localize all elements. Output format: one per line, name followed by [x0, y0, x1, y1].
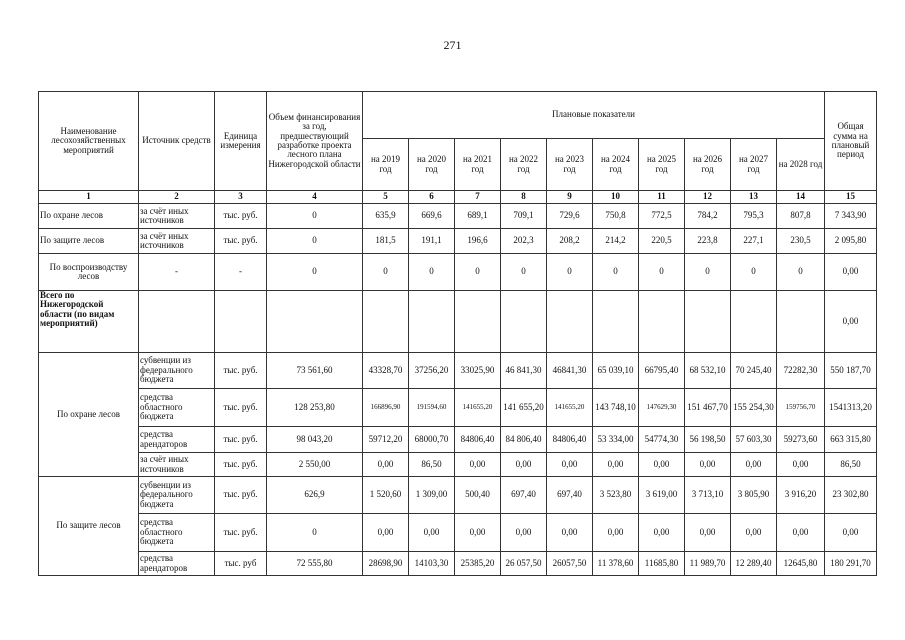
header-activity-name: Наименование лесохозяйственных мероприятий [39, 92, 139, 191]
year-value: 155 254,30 [731, 389, 777, 427]
year-value: 0,00 [731, 453, 777, 477]
empty-cell [685, 291, 731, 353]
base-year-value: 0 [267, 229, 363, 254]
funding-source: за счёт иных источников [139, 204, 215, 229]
header-funding-source: Источник средств [139, 92, 215, 191]
year-value: 0,00 [639, 514, 685, 552]
unit: - [215, 254, 267, 291]
table-row [39, 204, 877, 229]
base-year-value: 2 550,00 [267, 453, 363, 477]
base-year-value: 0 [267, 514, 363, 552]
year-value: 0,00 [777, 453, 825, 477]
year-value: 33025,90 [455, 353, 501, 389]
header-year-2024: на 2024 год [593, 139, 639, 191]
year-value: 750,8 [593, 204, 639, 229]
year-value: 147629,30 [639, 389, 685, 427]
column-number: 11 [639, 191, 685, 204]
unit: тыс. руб. [215, 514, 267, 552]
funding-source: средства областного бюджета [139, 514, 215, 552]
base-year-value: 128 253,80 [267, 389, 363, 427]
column-number: 5 [363, 191, 409, 204]
year-value: 68000,70 [409, 427, 455, 453]
year-value: 220,5 [639, 229, 685, 254]
empty-cell [639, 291, 685, 353]
year-value: 0,00 [501, 514, 547, 552]
total-value: 180 291,70 [825, 552, 877, 576]
year-value: 11 989,70 [685, 552, 731, 576]
year-value: 697,40 [547, 477, 593, 514]
unit: тыс. руб. [215, 204, 267, 229]
empty-cell [777, 291, 825, 353]
year-value: 0,00 [731, 514, 777, 552]
year-value: 0,00 [455, 453, 501, 477]
base-year-value: 73 561,60 [267, 353, 363, 389]
year-value: 0,00 [593, 453, 639, 477]
header-year-2025: на 2025 год [639, 139, 685, 191]
unit: тыс. руб [215, 552, 267, 576]
year-value: 0 [777, 254, 825, 291]
year-value: 214,2 [593, 229, 639, 254]
base-year-value: 626,9 [267, 477, 363, 514]
year-value: 0,00 [593, 514, 639, 552]
total-value: 0,00 [825, 254, 877, 291]
column-number: 15 [825, 191, 877, 204]
total-value: 2 095,80 [825, 229, 877, 254]
column-number: 3 [215, 191, 267, 204]
year-value: 0 [363, 254, 409, 291]
year-value: 0,00 [639, 453, 685, 477]
table-row [39, 427, 877, 453]
year-value: 697,40 [501, 477, 547, 514]
year-value: 0 [731, 254, 777, 291]
year-value: 11685,80 [639, 552, 685, 576]
header-year-2023: на 2023 год [547, 139, 593, 191]
unit: тыс. руб. [215, 427, 267, 453]
table-row [39, 552, 877, 576]
group-name: По охране лесов [39, 353, 139, 477]
year-value: 500,40 [455, 477, 501, 514]
year-value: 141655,20 [547, 389, 593, 427]
funding-source: за счёт иных источников [139, 453, 215, 477]
base-year-value: 72 555,80 [267, 552, 363, 576]
year-value: 181,5 [363, 229, 409, 254]
year-value: 28698,90 [363, 552, 409, 576]
column-number: 2 [139, 191, 215, 204]
year-value: 807,8 [777, 204, 825, 229]
year-value: 0 [593, 254, 639, 291]
summary-label: Всего по Нижегородской области (по видам мероприятий) [39, 291, 139, 353]
year-value: 0 [639, 254, 685, 291]
year-value: 0,00 [363, 453, 409, 477]
table-row [39, 514, 877, 552]
column-number: 12 [685, 191, 731, 204]
year-value: 141 655,20 [501, 389, 547, 427]
year-value: 0 [501, 254, 547, 291]
empty-cell [731, 291, 777, 353]
page-number: 271 [443, 38, 462, 52]
empty-cell [409, 291, 455, 353]
column-number: 13 [731, 191, 777, 204]
table-row [39, 453, 877, 477]
year-value: 70 245,40 [731, 353, 777, 389]
year-value: 689,1 [455, 204, 501, 229]
total-value: 23 302,80 [825, 477, 877, 514]
year-value: 56 198,50 [685, 427, 731, 453]
column-number: 9 [547, 191, 593, 204]
year-value: 3 805,90 [731, 477, 777, 514]
year-value: 151 467,70 [685, 389, 731, 427]
header-unit: Единица измерения [215, 92, 267, 191]
table-row [39, 254, 877, 291]
year-value: 143 748,10 [593, 389, 639, 427]
year-value: 795,3 [731, 204, 777, 229]
header-year-2020: на 2020 год [409, 139, 455, 191]
year-value: 12645,80 [777, 552, 825, 576]
year-value: 1 309,00 [409, 477, 455, 514]
year-value: 223,8 [685, 229, 731, 254]
funding-source: за счёт иных источников [139, 229, 215, 254]
year-value: 3 916,20 [777, 477, 825, 514]
year-value: 25385,20 [455, 552, 501, 576]
table-row [39, 229, 877, 254]
header-year-2022: на 2022 год [501, 139, 547, 191]
total-value: 0,00 [825, 291, 877, 353]
year-value: 0,00 [777, 514, 825, 552]
year-value: 3 523,80 [593, 477, 639, 514]
year-value: 46841,30 [547, 353, 593, 389]
funding-source: субвенции из федерального бюджета [139, 353, 215, 389]
activity-name: По охране лесов [39, 204, 139, 229]
year-value: 784,2 [685, 204, 731, 229]
year-value: 0 [409, 254, 455, 291]
year-value: 635,9 [363, 204, 409, 229]
empty-cell [501, 291, 547, 353]
empty-cell [139, 291, 215, 353]
year-value: 0,00 [547, 514, 593, 552]
column-number: 8 [501, 191, 547, 204]
year-value: 11 378,60 [593, 552, 639, 576]
header-planned-indicators: Плановые показатели [363, 92, 825, 139]
header-base-year-volume: Объем финансирования за год, предшествующий разработке проекта лесного плана Нижегородской области [267, 92, 363, 191]
year-value: 0,00 [547, 453, 593, 477]
empty-cell [593, 291, 639, 353]
year-value: 0,00 [685, 453, 731, 477]
year-value: 84806,40 [455, 427, 501, 453]
base-year-value: 98 043,20 [267, 427, 363, 453]
header-year-2019: на 2019 год [363, 139, 409, 191]
year-value: 46 841,30 [501, 353, 547, 389]
unit: тыс. руб. [215, 389, 267, 427]
column-number: 14 [777, 191, 825, 204]
year-value: 86,50 [409, 453, 455, 477]
total-value: 1541313,20 [825, 389, 877, 427]
base-year-value: 0 [267, 204, 363, 229]
column-number: 4 [267, 191, 363, 204]
table-row [39, 389, 877, 427]
year-value: 59273,60 [777, 427, 825, 453]
year-value: 72282,30 [777, 353, 825, 389]
activity-name: По защите лесов [39, 229, 139, 254]
year-value: 709,1 [501, 204, 547, 229]
year-value: 14103,30 [409, 552, 455, 576]
year-value: 669,6 [409, 204, 455, 229]
table-container [38, 91, 877, 576]
year-value: 84 806,40 [501, 427, 547, 453]
column-number: 10 [593, 191, 639, 204]
year-value: 196,6 [455, 229, 501, 254]
header-year-2027: на 2027 год [731, 139, 777, 191]
header-year-2026: на 2026 год [685, 139, 731, 191]
year-value: 202,3 [501, 229, 547, 254]
year-value: 59712,20 [363, 427, 409, 453]
year-value: 54774,30 [639, 427, 685, 453]
year-value: 0 [685, 254, 731, 291]
year-value: 0,00 [409, 514, 455, 552]
year-value: 191594,60 [409, 389, 455, 427]
header-total: Общая сумма на плановый период [825, 92, 877, 191]
empty-cell [267, 291, 363, 353]
year-value: 66795,40 [639, 353, 685, 389]
year-value: 53 334,00 [593, 427, 639, 453]
year-value: 65 039,10 [593, 353, 639, 389]
year-value: 772,5 [639, 204, 685, 229]
total-value: 7 343,90 [825, 204, 877, 229]
group-name: По защите лесов [39, 477, 139, 576]
header-year-2021: на 2021 год [455, 139, 501, 191]
year-value: 1 520,60 [363, 477, 409, 514]
year-value: 26057,50 [547, 552, 593, 576]
year-value: 68 532,10 [685, 353, 731, 389]
unit: тыс. руб. [215, 453, 267, 477]
unit: тыс. руб. [215, 229, 267, 254]
base-year-value: 0 [267, 254, 363, 291]
year-value: 3 713,10 [685, 477, 731, 514]
forest-funding-table [38, 91, 877, 576]
year-value: 26 057,50 [501, 552, 547, 576]
funding-source: субвенции из федерального бюджета [139, 477, 215, 514]
funding-source: средства арендаторов [139, 427, 215, 453]
year-value: 230,5 [777, 229, 825, 254]
table-row [39, 353, 877, 389]
column-number: 7 [455, 191, 501, 204]
year-value: 0,00 [501, 453, 547, 477]
year-value: 57 603,30 [731, 427, 777, 453]
funding-source: средства арендаторов [139, 552, 215, 576]
total-value: 550 187,70 [825, 353, 877, 389]
column-number: 6 [409, 191, 455, 204]
unit: тыс. руб. [215, 477, 267, 514]
year-value: 0 [547, 254, 593, 291]
year-value: 159756,70 [777, 389, 825, 427]
summary-row [39, 291, 877, 353]
empty-cell [215, 291, 267, 353]
year-value: 43328,70 [363, 353, 409, 389]
empty-cell [547, 291, 593, 353]
activity-name: По воспроизводству лесов [39, 254, 139, 291]
year-value: 37256,20 [409, 353, 455, 389]
year-value: 729,6 [547, 204, 593, 229]
year-value: 166896,90 [363, 389, 409, 427]
year-value: 84806,40 [547, 427, 593, 453]
empty-cell [363, 291, 409, 353]
total-value: 86,50 [825, 453, 877, 477]
header-year-2028: на 2028 год [777, 139, 825, 191]
total-value: 663 315,80 [825, 427, 877, 453]
year-value: 0,00 [363, 514, 409, 552]
year-value: 191,1 [409, 229, 455, 254]
year-value: 0,00 [455, 514, 501, 552]
unit: тыс. руб. [215, 353, 267, 389]
year-value: 208,2 [547, 229, 593, 254]
table-row [39, 477, 877, 514]
empty-cell [455, 291, 501, 353]
year-value: 0,00 [685, 514, 731, 552]
column-number: 1 [39, 191, 139, 204]
year-value: 12 289,40 [731, 552, 777, 576]
funding-source: средства областного бюджета [139, 389, 215, 427]
total-value: 0,00 [825, 514, 877, 552]
year-value: 0 [455, 254, 501, 291]
funding-source: - [139, 254, 215, 291]
year-value: 141655,20 [455, 389, 501, 427]
year-value: 227,1 [731, 229, 777, 254]
year-value: 3 619,00 [639, 477, 685, 514]
